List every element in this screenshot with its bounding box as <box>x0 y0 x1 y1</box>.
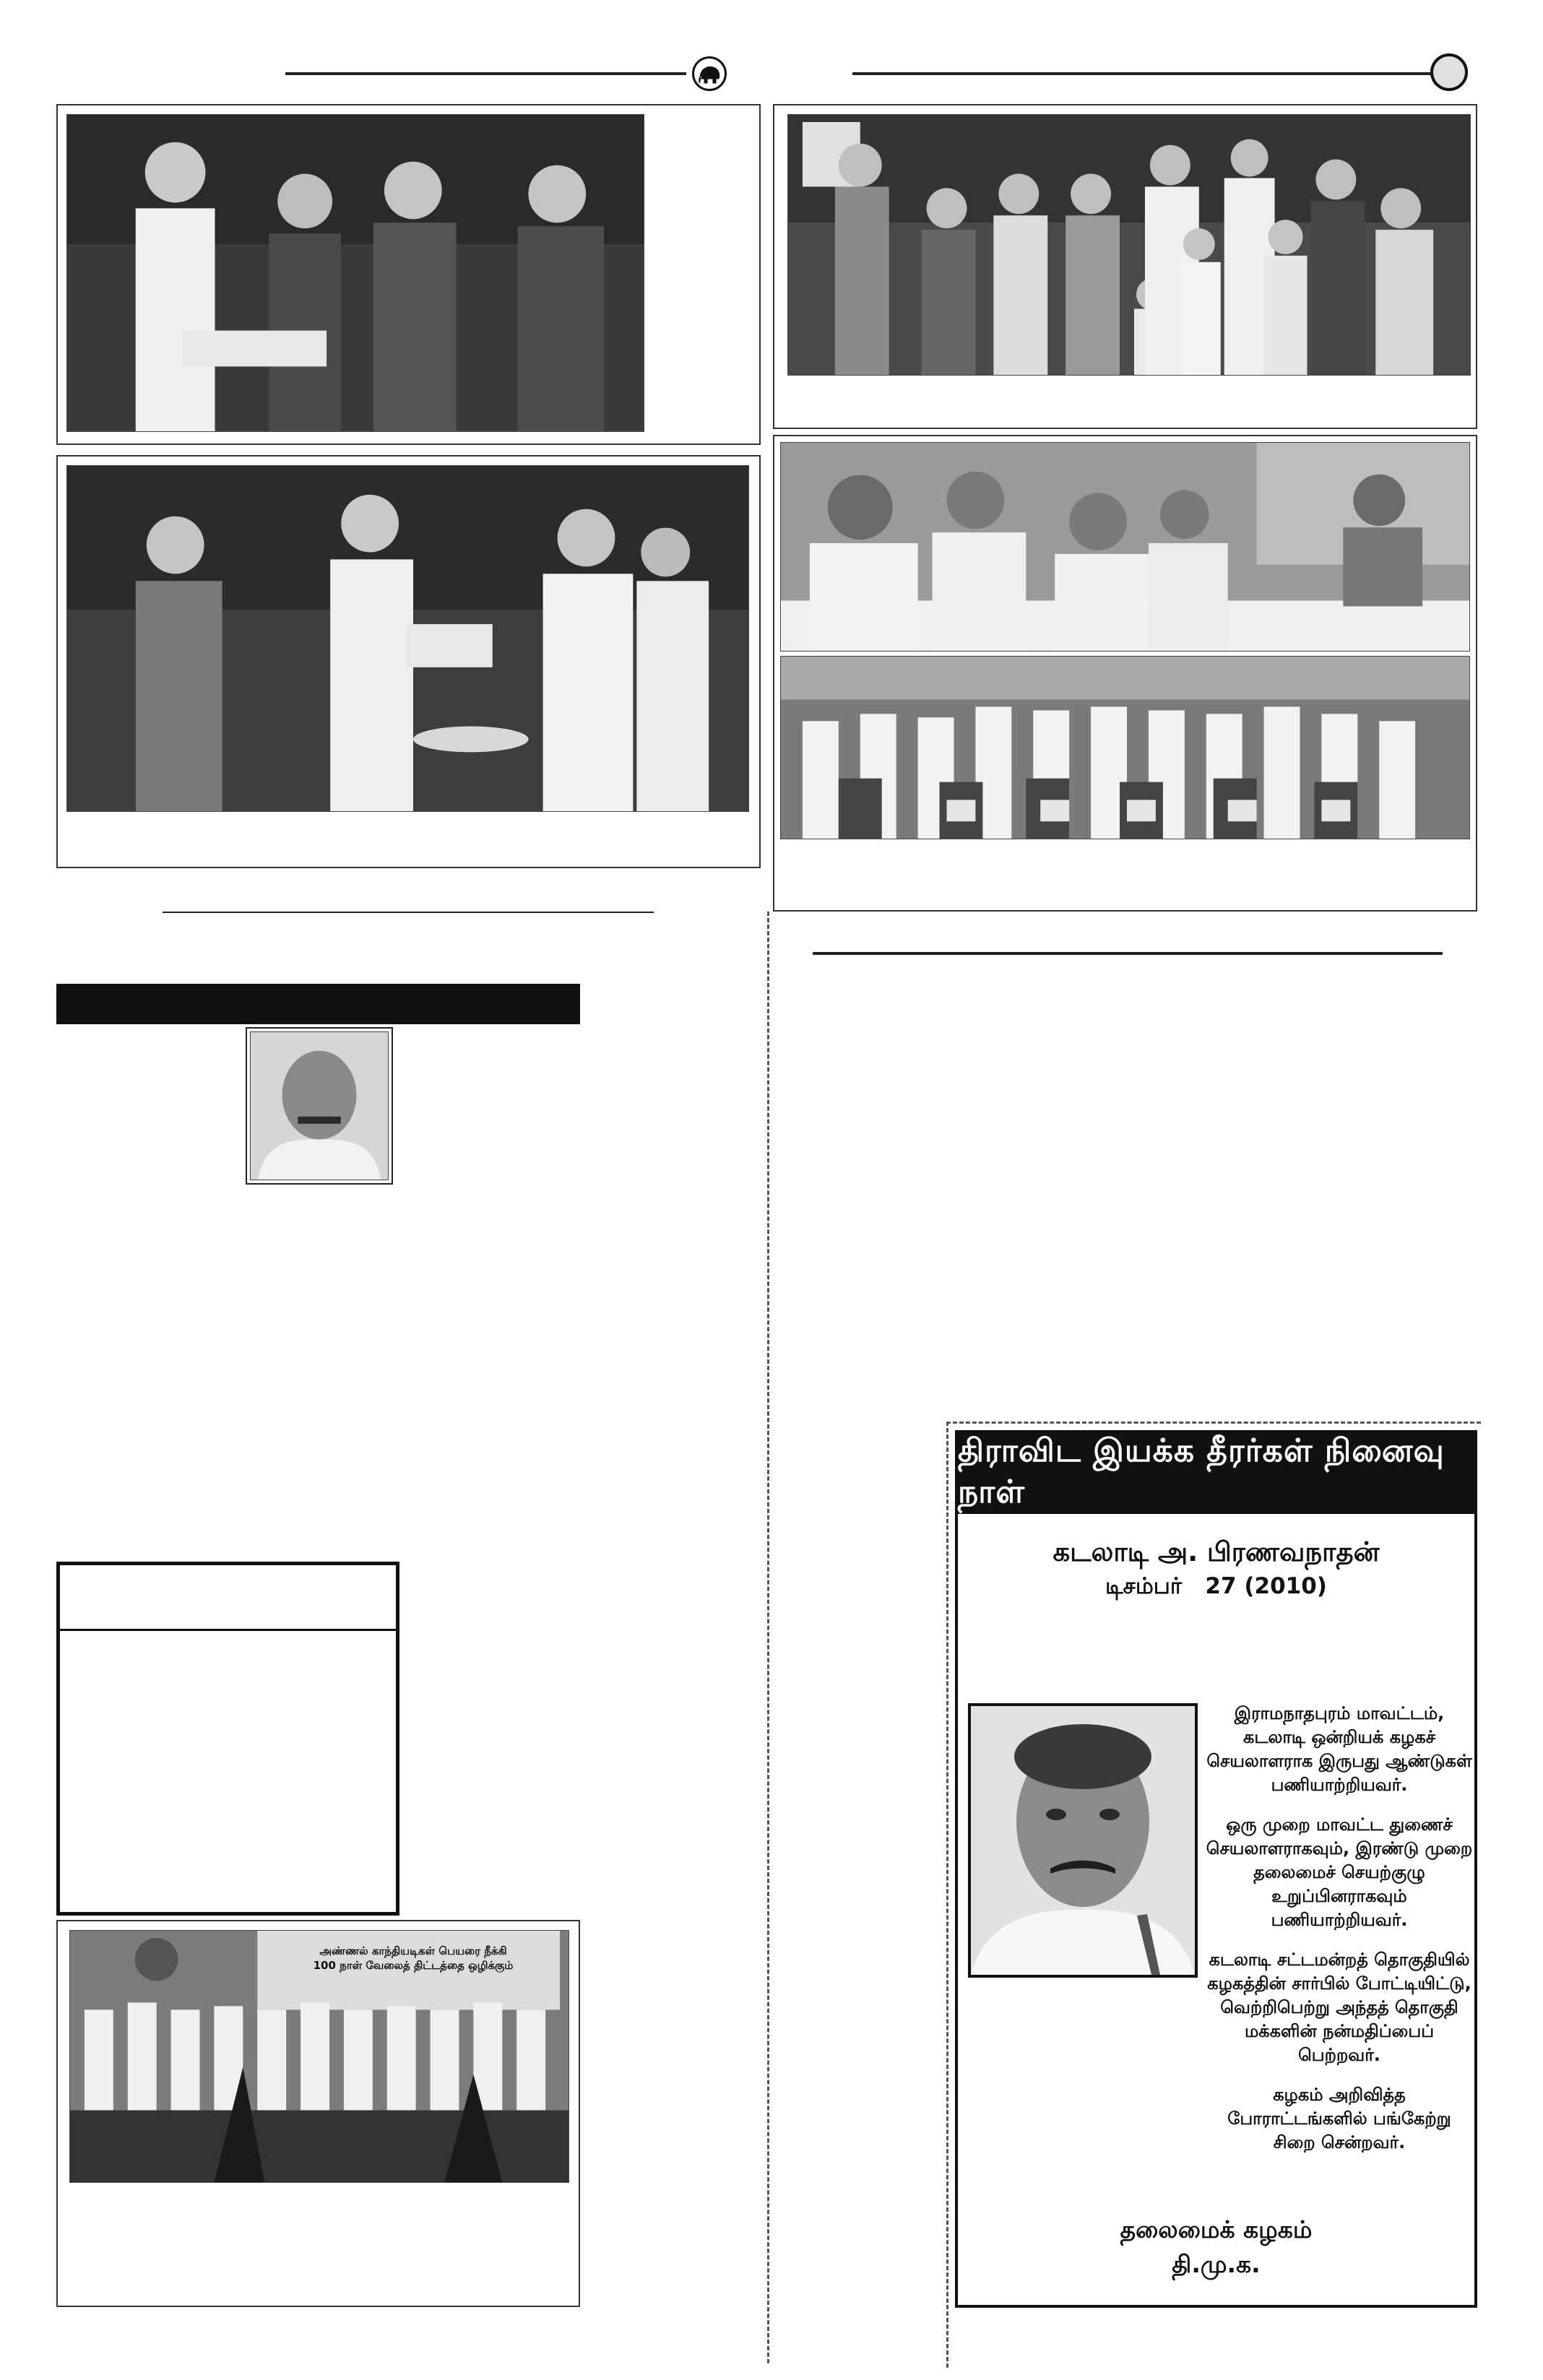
memorial-date: டிசம்பர் 27 (2010) <box>1105 1573 1327 1599</box>
photo-meeting-table <box>780 442 1470 652</box>
left-section-rule <box>163 912 654 913</box>
memorial-bio-para-1: இராமநாதபுரம் மாவட்டம், கடலாடி ஒன்றியக் கழகச் செயலாளராக இருபது ஆண்டுகள் பணியாற்றியவர். <box>1206 1703 1472 1795</box>
portrait-photo-icon <box>971 1706 1195 1975</box>
people-group-photo-icon <box>67 115 644 431</box>
column-divider <box>767 912 769 2363</box>
people-group-photo-icon <box>788 115 1470 375</box>
memorial-bio-para-4: கழகம் அறிவித்த போராட்டங்களில் பங்கேற்று சிறை சென்றவர். <box>1227 2085 1451 2152</box>
memorial-box <box>955 1430 1477 2308</box>
photo-memorial-portrait <box>971 1706 1195 1975</box>
elephant-emblem-icon <box>692 56 727 91</box>
notice-box <box>56 1562 399 1916</box>
memorial-footer-line-2: தி.மு.க. <box>1172 2250 1261 2278</box>
header-rule-left <box>285 72 686 75</box>
portrait-photo-icon <box>251 1032 388 1180</box>
memorial-bio-para-2: ஒரு முறை மாவட்ட துணைச் செயலாளராகவும், இரண்டு முறை தலைமைச் செயற்குழு உறுப்பினராகவும் பணியாற்றியவர். <box>1206 1814 1473 1930</box>
memorial-footer-line-1: தலைமைக் கழகம் <box>1120 2215 1313 2243</box>
memorial-person-name: கடலாடி அ. பிரணவநாதன் <box>1053 1536 1380 1567</box>
protest-banner-text <box>265 1944 561 1973</box>
memorial-bio-para-3: கடலாடி சட்டமன்றத் தொகுதியில் கழகத்தின் சார்பில் போட்டியிட்டு, வெற்றிபெற்று அந்தத் தொகுதி மக்களின் நன்மதிப்பைப் பெற்றவர். <box>1207 1950 1471 2065</box>
photo-book-presentation <box>66 465 749 812</box>
protest-banner-line-1: அண்ணல் காந்தியடிகள் பெயரை நீக்கி <box>319 1944 507 1957</box>
photo-family-group <box>787 114 1471 376</box>
people-group-photo-icon <box>781 443 1469 651</box>
photo-frame-4 <box>773 435 1477 912</box>
people-group-photo-icon <box>781 657 1469 839</box>
header-rule-right <box>852 72 1436 75</box>
notice-box-divider <box>60 1629 396 1631</box>
memorial-banner: திராவிட இயக்க தீரர்கள் நினைவு நாள் <box>958 1433 1474 1514</box>
photo-certificate-recipients <box>780 656 1470 839</box>
photo-protest-rally <box>69 1930 569 2183</box>
protest-banner-line-2: 100 நாள் வேலைத் திட்டத்தை ஒழிக்கும் <box>313 1959 514 1972</box>
photo-frame-3 <box>773 104 1477 429</box>
page-number-circle-icon <box>1430 53 1468 91</box>
portrait-frame <box>246 1027 393 1185</box>
photo-frame-protest <box>56 1920 580 2307</box>
photo-portrait-small <box>250 1031 389 1180</box>
photo-frame-1 <box>56 104 761 445</box>
people-group-photo-icon <box>67 466 748 811</box>
photo-frame-2 <box>56 455 761 868</box>
memorial-portrait-frame <box>968 1703 1198 1978</box>
memorial-bio <box>1205 1702 1474 2171</box>
left-heading-bar <box>56 984 580 1024</box>
right-section-rule <box>813 952 1443 955</box>
photo-document-handover <box>66 114 644 432</box>
